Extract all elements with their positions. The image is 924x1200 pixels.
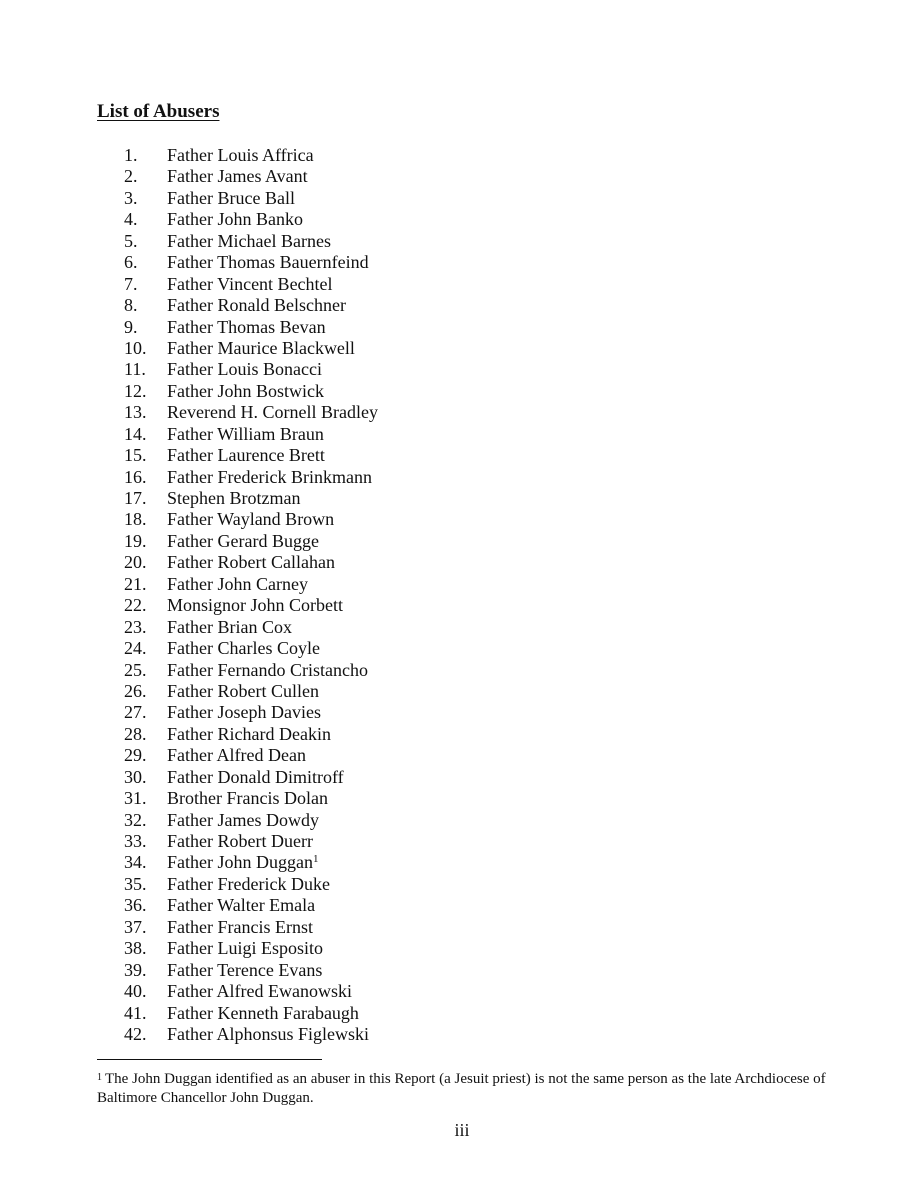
list-item-name bbox=[167, 317, 326, 338]
list-item-name bbox=[167, 145, 314, 166]
list-item-name-text: Father James Avant bbox=[167, 166, 308, 187]
list-item-number: 26. bbox=[124, 680, 147, 701]
list-item-name bbox=[167, 595, 343, 616]
list-item-name bbox=[167, 960, 322, 981]
list-item-number: 19. bbox=[124, 530, 147, 551]
list-item-number: 25. bbox=[124, 659, 147, 680]
list-item-name bbox=[167, 467, 372, 488]
list-item-number: 4. bbox=[124, 209, 138, 230]
list-item-number: 40. bbox=[124, 981, 147, 1002]
list-item-number: 30. bbox=[124, 766, 147, 787]
list-item-name bbox=[167, 895, 315, 916]
list-item-name bbox=[167, 981, 352, 1002]
list-item-name bbox=[167, 166, 308, 187]
footnote-reference: 1 bbox=[312, 853, 319, 866]
list-item-name-text: Monsignor John Corbett bbox=[167, 595, 344, 616]
list-item-name bbox=[167, 209, 303, 230]
list-item-name bbox=[167, 274, 333, 295]
list-item-name-text: Father Robert Callahan bbox=[167, 552, 335, 573]
list-item-name-text: Father Francis Ernst bbox=[167, 916, 313, 937]
list-item-name-text: Father Donald Dimitroff bbox=[167, 766, 344, 787]
list-item-name bbox=[167, 338, 355, 359]
list-item-name bbox=[167, 938, 323, 959]
list-item-name bbox=[167, 359, 322, 380]
list-item-name bbox=[167, 424, 324, 445]
list-item-number: 16. bbox=[124, 466, 147, 487]
list-item-name bbox=[167, 295, 346, 316]
list-item-name bbox=[167, 788, 328, 809]
list-item-name bbox=[167, 402, 378, 423]
list-item-name bbox=[167, 681, 319, 702]
list-item-name-text: Father Joseph Davies bbox=[167, 702, 321, 723]
list-item-number: 9. bbox=[124, 316, 138, 337]
list-item-name-text: Father Terence Evans bbox=[167, 959, 323, 980]
list-item-name-text: Father Frederick Brinkmann bbox=[167, 466, 372, 487]
list-item-number: 21. bbox=[124, 573, 147, 594]
list-item-name-text: Father William Braun bbox=[167, 423, 324, 444]
list-item-name bbox=[167, 574, 308, 595]
list-item-number: 42. bbox=[124, 1023, 147, 1044]
list-item-number: 27. bbox=[124, 702, 147, 723]
list-item-number: 1. bbox=[124, 145, 138, 165]
footnote-divider bbox=[97, 1059, 322, 1060]
list-item-name-text: Father John Banko bbox=[167, 209, 303, 230]
list-item-name-text: Father Charles Coyle bbox=[167, 638, 320, 659]
list-item-name bbox=[167, 810, 319, 831]
list-item-name-text: Father Kenneth Farabaugh bbox=[167, 1002, 359, 1023]
list-item-name bbox=[167, 917, 313, 938]
list-item-name-text: Father Ronald Belschner bbox=[167, 295, 346, 316]
list-item-number: 18. bbox=[124, 509, 147, 530]
list-item-name bbox=[167, 1024, 369, 1045]
list-item-name bbox=[167, 724, 331, 745]
list-item-name-text: Father John Carney bbox=[167, 573, 308, 594]
list-item-name-text: Reverend H. Cornell Bradley bbox=[167, 402, 378, 423]
list-item-name-text: Father Walter Emala bbox=[167, 895, 316, 916]
list-item-number: 33. bbox=[124, 831, 147, 851]
list-item-name-text: Father Louis Affrica bbox=[167, 145, 314, 165]
list-item-name bbox=[167, 488, 300, 509]
list-item-name-text: Father James Dowdy bbox=[167, 809, 319, 830]
list-item-number: 31. bbox=[124, 788, 147, 809]
list-item-name-text: Father Luigi Esposito bbox=[167, 938, 323, 959]
list-item-name-text: Father Vincent Bechtel bbox=[167, 273, 333, 294]
list-item-number: 3. bbox=[124, 187, 138, 208]
list-item-name-text: Father Alfred Dean bbox=[167, 745, 306, 766]
list-item-name-text: Father Frederick Duke bbox=[167, 873, 330, 894]
list-item-number: 29. bbox=[124, 745, 147, 766]
list-item-number: 13. bbox=[124, 402, 147, 423]
list-item-name bbox=[167, 531, 319, 552]
list-item-name bbox=[167, 874, 330, 895]
list-item-number: 35. bbox=[124, 873, 147, 894]
list-item-number: 37. bbox=[124, 916, 147, 937]
list-item-name-text: Father Louis Bonacci bbox=[167, 359, 322, 380]
list-item-name-text: Father Robert Duerr bbox=[167, 831, 313, 851]
list-item-number: 34. bbox=[124, 852, 147, 873]
list-item-name-text: Brother Francis Dolan bbox=[167, 788, 328, 809]
list-item-number: 7. bbox=[124, 273, 138, 294]
list-item-name bbox=[167, 617, 292, 638]
list-item-number: 2. bbox=[124, 166, 138, 187]
list-item-name-text: Father Bruce Ball bbox=[167, 187, 295, 208]
list-item-name-text: Father Fernando Cristancho bbox=[167, 659, 368, 680]
list-item-number: 22. bbox=[124, 595, 147, 616]
list-item-number: 38. bbox=[124, 938, 147, 959]
list-item-name-text: Father John Bostwick bbox=[167, 380, 324, 401]
list-item-number: 11. bbox=[124, 359, 146, 380]
list-item-name-text: Father Richard Deakin bbox=[167, 723, 331, 744]
list-item-name bbox=[167, 252, 369, 273]
list-item-name-text: Father Thomas Bauernfeind bbox=[167, 252, 369, 273]
list-item-name-text: Father Alfred Ewanowski bbox=[167, 981, 352, 1002]
list-item-name bbox=[167, 1003, 359, 1024]
list-item-name bbox=[167, 767, 344, 788]
list-item-name-text: Stephen Brotzman bbox=[167, 488, 301, 508]
list-item-number: 5. bbox=[124, 230, 138, 251]
list-item-name bbox=[167, 445, 325, 466]
list-item-name-text: Father Thomas Bevan bbox=[167, 316, 326, 337]
page-title: List of Abusers bbox=[97, 101, 220, 122]
list-item-number: 24. bbox=[124, 638, 147, 659]
list-item-name bbox=[167, 831, 313, 852]
list-item-name bbox=[167, 188, 295, 209]
list-item-name bbox=[167, 852, 318, 873]
list-item-number: 20. bbox=[124, 552, 147, 573]
list-item-number: 32. bbox=[124, 809, 147, 830]
list-item-number: 6. bbox=[124, 252, 138, 273]
footnote-marker: 1 bbox=[97, 1072, 102, 1083]
list-item-number: 41. bbox=[124, 1002, 147, 1023]
list-item-name bbox=[167, 702, 321, 723]
list-item-number: 39. bbox=[124, 959, 147, 980]
list-item-number: 23. bbox=[124, 616, 147, 637]
list-item-name-text: Father Maurice Blackwell bbox=[167, 337, 355, 358]
page-number: iii bbox=[454, 1120, 470, 1140]
list-item-name bbox=[167, 231, 331, 252]
list-item-name-text: Father Alphonsus Figlewski bbox=[167, 1023, 370, 1044]
list-item-name-text: Father Wayland Brown bbox=[167, 509, 335, 530]
list-item-name bbox=[167, 638, 320, 659]
list-item-name-text: Father Brian Cox bbox=[167, 616, 292, 637]
list-item-name bbox=[167, 660, 368, 681]
list-item-number: 10. bbox=[124, 337, 147, 358]
list-item-name-text: Father John Duggan bbox=[167, 852, 313, 873]
list-item-number: 28. bbox=[124, 723, 147, 744]
list-item-number: 17. bbox=[124, 488, 147, 508]
list-item-number: 14. bbox=[124, 423, 147, 444]
list-item-name bbox=[167, 381, 324, 402]
footnote bbox=[97, 1070, 837, 1108]
list-item-name-text: Father Laurence Brett bbox=[167, 445, 325, 466]
list-item-name-text: Father Gerard Bugge bbox=[167, 530, 319, 551]
list-item-name bbox=[167, 552, 335, 573]
footnote-text: The John Duggan identified as an abuser in this Report (a Jesuit priest) is not the same person as the late Archdiocese of Baltimore Chancellor John Duggan. bbox=[97, 1071, 826, 1106]
list-item-number: 12. bbox=[124, 380, 147, 401]
list-item-name bbox=[167, 745, 306, 766]
list-item-name-text: Father Robert Cullen bbox=[167, 680, 319, 701]
list-item-name bbox=[167, 509, 334, 530]
list-item-number: 15. bbox=[124, 445, 147, 466]
list-item-number: 36. bbox=[124, 895, 147, 916]
list-item-name-text: Father Michael Barnes bbox=[167, 230, 331, 251]
list-item-number: 8. bbox=[124, 295, 138, 316]
